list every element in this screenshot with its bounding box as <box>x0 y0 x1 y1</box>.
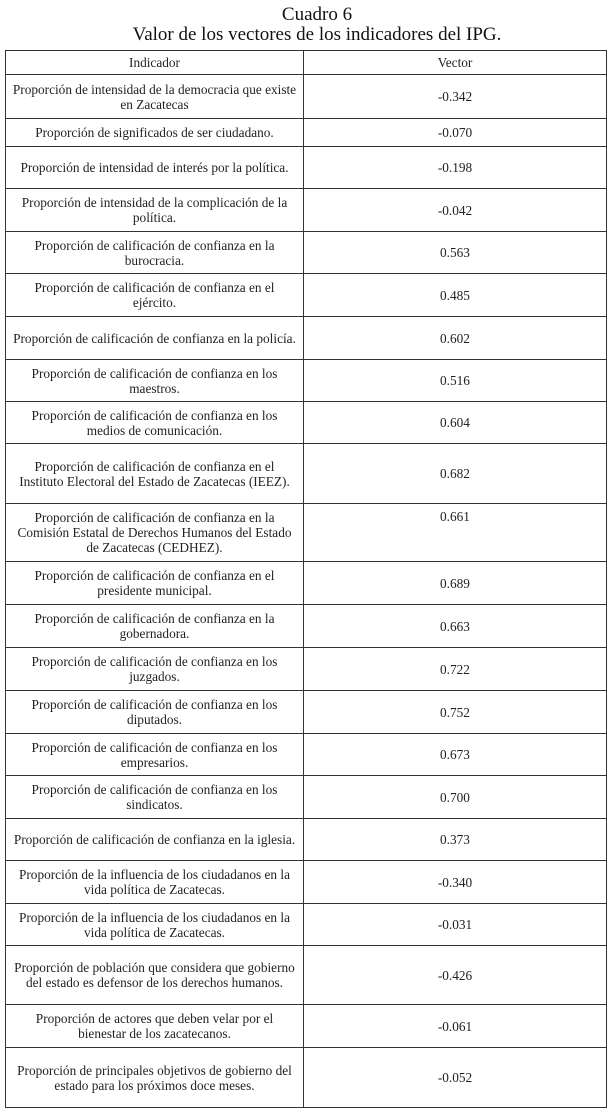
indicador-cell: Proporción de calificación de confianza en los empresarios. <box>6 734 304 776</box>
indicador-cell: Proporción de calificación de confianza en los juzgados. <box>6 648 304 691</box>
table-row <box>6 119 607 147</box>
vector-cell: -0.052 <box>304 1048 607 1108</box>
table-row <box>6 734 607 776</box>
vector-cell: 0.752 <box>304 691 607 734</box>
table-row <box>6 147 607 189</box>
vector-cell: 0.563 <box>304 232 607 274</box>
indicador-cell: Proporción de principales objetivos de gobierno del estado para los próximos doce meses. <box>6 1048 304 1108</box>
indicador-cell: Proporción de actores que deben velar por el bienestar de los zacatecanos. <box>6 1005 304 1048</box>
vector-cell: -0.031 <box>304 904 607 946</box>
vector-cell: 0.373 <box>304 819 607 861</box>
table-row <box>6 402 607 444</box>
vector-cell: 0.689 <box>304 562 607 605</box>
table-row <box>6 444 607 504</box>
table-row <box>6 819 607 861</box>
vector-cell: 0.682 <box>304 444 607 504</box>
vector-cell: -0.042 <box>304 189 607 232</box>
table-row <box>6 274 607 317</box>
vector-cell: 0.663 <box>304 605 607 648</box>
indicador-cell: Proporción de calificación de confianza en la Comisión Estatal de Derechos Humanos del Estado de Zacatecas (CEDHEZ). <box>6 504 304 562</box>
vector-cell: 0.700 <box>304 776 607 819</box>
indicador-cell: Proporción de intensidad de interés por la política. <box>6 147 304 189</box>
indicador-cell: Proporción de calificación de confianza en los medios de comunicación. <box>6 402 304 444</box>
indicador-cell: Proporción de población que considera que gobierno del estado es defensor de los derechos humanos. <box>6 946 304 1005</box>
table-row <box>6 317 607 360</box>
vector-cell: 0.673 <box>304 734 607 776</box>
indicador-cell: Proporción de calificación de confianza en la gobernadora. <box>6 605 304 648</box>
vector-cell: 0.516 <box>304 360 607 402</box>
indicador-cell: Proporción de calificación de confianza en el ejército. <box>6 274 304 317</box>
table-row <box>6 861 607 904</box>
table-row <box>6 232 607 274</box>
table-row <box>6 691 607 734</box>
vector-cell: 0.602 <box>304 317 607 360</box>
table-row <box>6 946 607 1005</box>
table-row <box>6 504 607 562</box>
table-row <box>6 648 607 691</box>
table-number: Cuadro 6 <box>281 4 353 25</box>
table-row <box>6 1048 607 1108</box>
indicador-cell: Proporción de calificación de confianza en el presidente municipal. <box>6 562 304 605</box>
vector-cell: -0.340 <box>304 861 607 904</box>
table-header-row <box>6 51 607 75</box>
table-row <box>6 75 607 119</box>
indicador-cell: Proporción de intensidad de la democracia que existe en Zacatecas <box>6 75 304 119</box>
indicador-cell: Proporción de intensidad de la complicación de la política. <box>6 189 304 232</box>
vector-cell: 0.604 <box>304 402 607 444</box>
table-row <box>6 776 607 819</box>
vector-cell: 0.485 <box>304 274 607 317</box>
header-indicador: Indicador <box>6 51 304 75</box>
table-row <box>6 904 607 946</box>
vector-cell: 0.661 <box>304 504 607 562</box>
indicator-vector-table <box>5 50 607 1108</box>
indicador-cell: Proporción de calificación de confianza en los diputados. <box>6 691 304 734</box>
indicador-cell: Proporción de la influencia de los ciudadanos en la vida política de Zacatecas. <box>6 861 304 904</box>
vector-cell: -0.426 <box>304 946 607 1005</box>
indicador-cell: Proporción de calificación de confianza en la burocracia. <box>6 232 304 274</box>
indicador-cell: Proporción de calificación de confianza en la iglesia. <box>6 819 304 861</box>
header-vector: Vector <box>304 51 607 75</box>
table-title: Valor de los vectores de los indicadores del IPG. <box>132 24 502 45</box>
table-row <box>6 1005 607 1048</box>
indicador-cell: Proporción de calificación de confianza en el Instituto Electoral del Estado de Zacatecas (IEEZ). <box>6 444 304 504</box>
indicador-cell: Proporción de calificación de confianza en la policía. <box>6 317 304 360</box>
vector-cell: -0.061 <box>304 1005 607 1048</box>
table-row <box>6 189 607 232</box>
table-row <box>6 562 607 605</box>
indicador-cell: Proporción de significados de ser ciudadano. <box>6 119 304 147</box>
vector-cell: 0.722 <box>304 648 607 691</box>
table-row <box>6 360 607 402</box>
vector-cell: -0.342 <box>304 75 607 119</box>
vector-cell: -0.198 <box>304 147 607 189</box>
indicador-cell: Proporción de la influencia de los ciudadanos en la vida política de Zacatecas. <box>6 904 304 946</box>
table-row <box>6 605 607 648</box>
vector-cell: -0.070 <box>304 119 607 147</box>
indicador-cell: Proporción de calificación de confianza en los maestros. <box>6 360 304 402</box>
indicador-cell: Proporción de calificación de confianza en los sindicatos. <box>6 776 304 819</box>
